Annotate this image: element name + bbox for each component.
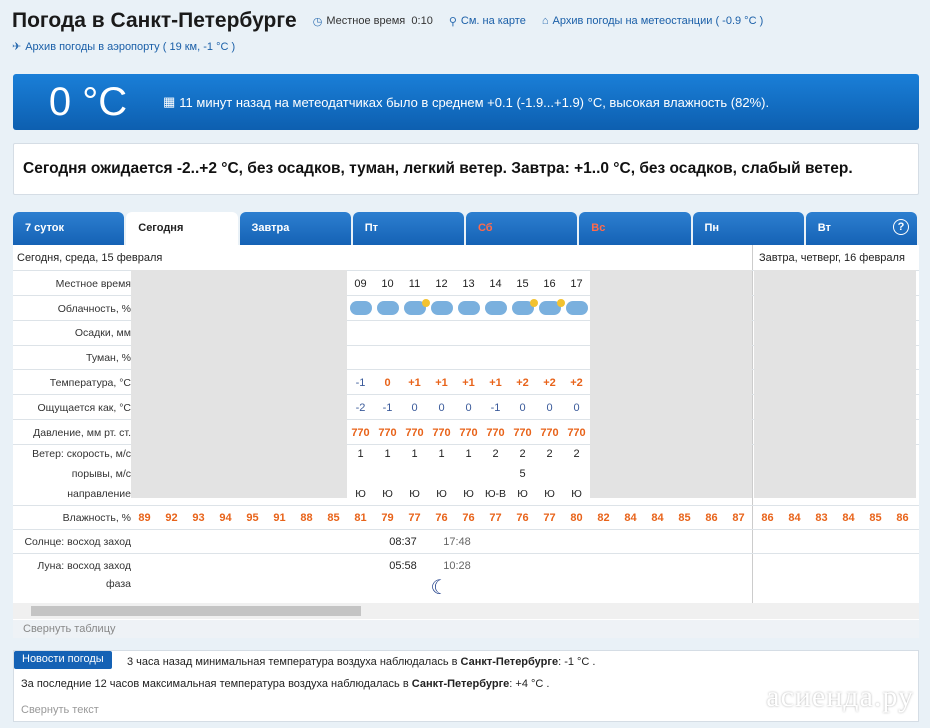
humidity-cell: 76 <box>435 512 448 524</box>
sunrise: 08:37 <box>389 536 417 548</box>
direction-cell: Ю <box>382 488 393 500</box>
wind-cell: 2 <box>492 448 499 460</box>
label-precip: Осадки, мм <box>74 327 131 339</box>
label-fog: Туман, % <box>86 352 131 364</box>
hour-cell: 09 <box>354 278 367 290</box>
row-divider <box>13 553 919 554</box>
hour-cell: 16 <box>543 278 556 290</box>
humidity-cell: 85 <box>327 512 340 524</box>
temp-cell: +1 <box>462 377 475 389</box>
moon-phase-icon: ☾ <box>430 577 449 599</box>
cloud-cell <box>347 299 374 318</box>
label-gust: порывы, м/с <box>71 468 131 480</box>
cloud-icon <box>512 301 534 315</box>
temp-cell: +2 <box>570 377 583 389</box>
direction-cell: Ю <box>355 488 366 500</box>
pressure-cell: 770 <box>378 427 397 439</box>
header <box>12 6 763 36</box>
horizontal-scrollbar[interactable] <box>13 603 919 619</box>
row-divider <box>13 529 919 530</box>
news-button[interactable]: Новости погоды <box>14 651 112 669</box>
pressure-cell: 770 <box>432 427 451 439</box>
pressure-cell: 770 <box>351 427 370 439</box>
label-direction: направление <box>67 488 131 500</box>
station-archive-link[interactable]: ⌂ Архив погоды на метеостанции ( -0.9 °C ) <box>541 15 764 27</box>
humidity-cell: 85 <box>869 512 882 524</box>
local-time: ◷ Местное время 0:10 <box>312 15 433 28</box>
day-tabs <box>13 212 919 245</box>
gust-cell: 5 <box>519 468 526 480</box>
label-feels: Ощущается как, °С <box>37 402 131 414</box>
humidity-cell: 76 <box>516 512 529 524</box>
humidity-cell: 85 <box>678 512 691 524</box>
watermark: асиенда.ру <box>766 680 914 713</box>
building-icon: ▦ <box>163 94 176 109</box>
label-sun: Солнце: восход заход <box>24 536 131 548</box>
feels-cell: 0 <box>546 402 553 414</box>
day1-header: Сегодня, среда, 15 февраля <box>17 252 163 264</box>
humidity-cell: 86 <box>896 512 909 524</box>
feels-cell: 0 <box>519 402 526 414</box>
tab-sun[interactable]: Вс <box>579 212 690 245</box>
humidity-cell: 77 <box>489 512 502 524</box>
row-divider <box>13 505 919 506</box>
tab-sat[interactable]: Сб <box>466 212 577 245</box>
cloud-cell <box>401 299 428 318</box>
label-pressure: Давление, мм рт. ст. <box>33 427 131 439</box>
humidity-cell: 83 <box>815 512 828 524</box>
night-shade <box>131 270 347 498</box>
wind-cell: 1 <box>357 448 364 460</box>
wind-cell: 1 <box>438 448 445 460</box>
feels-cell: 0 <box>465 402 472 414</box>
hour-cell: 14 <box>489 278 502 290</box>
feels-cell: 0 <box>438 402 445 414</box>
map-link[interactable]: ⚲ См. на карте <box>448 15 526 28</box>
day2-header: Завтра, четверг, 16 февраля <box>759 252 905 264</box>
cloud-icon <box>485 301 507 315</box>
night-shade <box>754 270 916 498</box>
humidity-cell: 86 <box>761 512 774 524</box>
pressure-cell: 770 <box>486 427 505 439</box>
cloud-cell <box>536 299 563 318</box>
cloud-cell <box>455 299 482 318</box>
humidity-cell: 84 <box>624 512 637 524</box>
humidity-cell: 92 <box>165 512 178 524</box>
current-weather <box>13 74 919 130</box>
tab-tomorrow[interactable]: Завтра <box>240 212 351 245</box>
tab-7days[interactable]: 7 суток <box>13 212 124 245</box>
wind-cell: 2 <box>519 448 526 460</box>
map-pin-icon: ⚲ <box>448 15 457 28</box>
help-icon[interactable]: ? <box>893 219 909 235</box>
night-shade <box>590 270 752 498</box>
direction-cell: Ю <box>436 488 447 500</box>
temp-cell: -1 <box>355 377 366 389</box>
cloud-icon <box>404 301 426 315</box>
direction-cell: Ю <box>409 488 420 500</box>
label-time: Местное время <box>55 278 131 290</box>
humidity-cell: 91 <box>273 512 286 524</box>
plane-icon: ✈ <box>12 41 22 53</box>
hour-cell: 15 <box>516 278 529 290</box>
pressure-cell: 770 <box>405 427 424 439</box>
humidity-cell: 88 <box>300 512 313 524</box>
page-title: Погода в Санкт-Петербурге <box>12 9 297 32</box>
collapse-table-button[interactable]: Свернуть таблицу <box>13 620 919 638</box>
current-desc: 11 минут назад на метеодатчиках было в среднем +0.1 (-1.9...+1.9) °C, высокая влажность (82%). <box>179 94 770 110</box>
cloud-icon <box>566 301 588 315</box>
temp-cell: +1 <box>435 377 448 389</box>
temp-cell: +2 <box>516 377 529 389</box>
cloud-icon <box>431 301 453 315</box>
label-phase: фаза <box>105 578 131 590</box>
label-temp: Температура, °С <box>49 377 131 389</box>
cloud-cell <box>428 299 455 318</box>
humidity-cell: 94 <box>219 512 232 524</box>
label-moon: Луна: восход заход <box>37 560 131 572</box>
label-cloud: Облачность, % <box>57 303 131 315</box>
scroll-thumb[interactable] <box>31 606 361 616</box>
temp-cell: 0 <box>384 377 391 389</box>
feels-cell: -1 <box>382 402 393 414</box>
wind-cell: 1 <box>411 448 418 460</box>
pressure-cell: 770 <box>513 427 532 439</box>
feels-cell: -2 <box>355 402 366 414</box>
temp-cell: +1 <box>489 377 502 389</box>
feels-cell: 0 <box>573 402 580 414</box>
humidity-cell: 80 <box>570 512 583 524</box>
feels-cell: 0 <box>411 402 418 414</box>
hour-cell: 10 <box>381 278 394 290</box>
clock-icon: ◷ <box>312 15 323 28</box>
wind-cell: 1 <box>384 448 391 460</box>
label-humidity: Влажность, % <box>62 512 131 524</box>
humidity-cell: 77 <box>408 512 421 524</box>
hour-cell: 11 <box>408 278 421 290</box>
humidity-cell: 84 <box>788 512 801 524</box>
row-divider <box>752 245 753 603</box>
direction-cell: Ю <box>544 488 555 500</box>
humidity-cell: 93 <box>192 512 205 524</box>
cloud-cell <box>509 299 536 318</box>
tab-fri[interactable]: Пт <box>353 212 464 245</box>
humidity-cell: 77 <box>543 512 556 524</box>
humidity-cell: 76 <box>462 512 475 524</box>
moonrise: 05:58 <box>389 560 417 572</box>
humidity-cell: 79 <box>381 512 394 524</box>
hour-cell: 12 <box>435 278 448 290</box>
humidity-cell: 84 <box>651 512 664 524</box>
direction-cell: Ю-В <box>484 488 507 500</box>
wind-cell: 2 <box>573 448 580 460</box>
temp-cell: +1 <box>408 377 421 389</box>
weather-table <box>13 245 919 638</box>
cloud-icon <box>377 301 399 315</box>
tab-mon[interactable]: Пн <box>693 212 804 245</box>
cloud-cell <box>374 299 401 318</box>
pressure-cell: 770 <box>459 427 478 439</box>
hour-cell: 13 <box>462 278 475 290</box>
cloud-icon <box>458 301 480 315</box>
news-line-2: За последние 12 часов максимальная температура воздуха наблюдалась в Санкт-Петербурге: +4 °С . <box>21 678 550 690</box>
tab-today[interactable]: Сегодня <box>126 212 237 245</box>
humidity-cell: 89 <box>138 512 151 524</box>
humidity-cell: 82 <box>597 512 610 524</box>
temp-cell: +2 <box>543 377 556 389</box>
humidity-cell: 86 <box>705 512 718 524</box>
label-wind: Ветер: скорость, м/с <box>32 448 131 460</box>
forecast-summary: Сегодня ожидается -2..+2 °C, без осадков, туман, легкий ветер. Завтра: +1..0 °C, без осадков, слабый ветер. <box>13 143 919 195</box>
direction-cell: Ю <box>463 488 474 500</box>
wind-cell: 2 <box>546 448 553 460</box>
humidity-cell: 84 <box>842 512 855 524</box>
station-icon: ⌂ <box>541 15 549 27</box>
humidity-cell: 87 <box>732 512 745 524</box>
cloud-icon <box>350 301 372 315</box>
moonset: 10:28 <box>443 560 471 572</box>
hour-cell: 17 <box>570 278 583 290</box>
direction-cell: Ю <box>571 488 582 500</box>
cloud-cell <box>482 299 509 318</box>
airport-archive-link[interactable]: ✈ Архив погоды в аэропорту ( 19 км, -1 °C ) <box>12 40 236 53</box>
pressure-cell: 770 <box>540 427 559 439</box>
humidity-cell: 81 <box>354 512 367 524</box>
humidity-cell: 95 <box>246 512 259 524</box>
news-line-1: 3 часа назад минимальная температура воздуха наблюдалась в Санкт-Петербурге: -1 °С . <box>127 656 596 668</box>
current-temp: 0 °C <box>48 79 128 124</box>
collapse-text-button[interactable]: Свернуть текст <box>21 704 99 716</box>
pressure-cell: 770 <box>567 427 586 439</box>
tab-tue[interactable]: Вт ? <box>806 212 917 245</box>
wind-cell: 1 <box>465 448 472 460</box>
cloud-cell <box>563 299 590 318</box>
feels-cell: -1 <box>490 402 501 414</box>
sunset: 17:48 <box>443 536 471 548</box>
cloud-icon <box>539 301 561 315</box>
direction-cell: Ю <box>517 488 528 500</box>
